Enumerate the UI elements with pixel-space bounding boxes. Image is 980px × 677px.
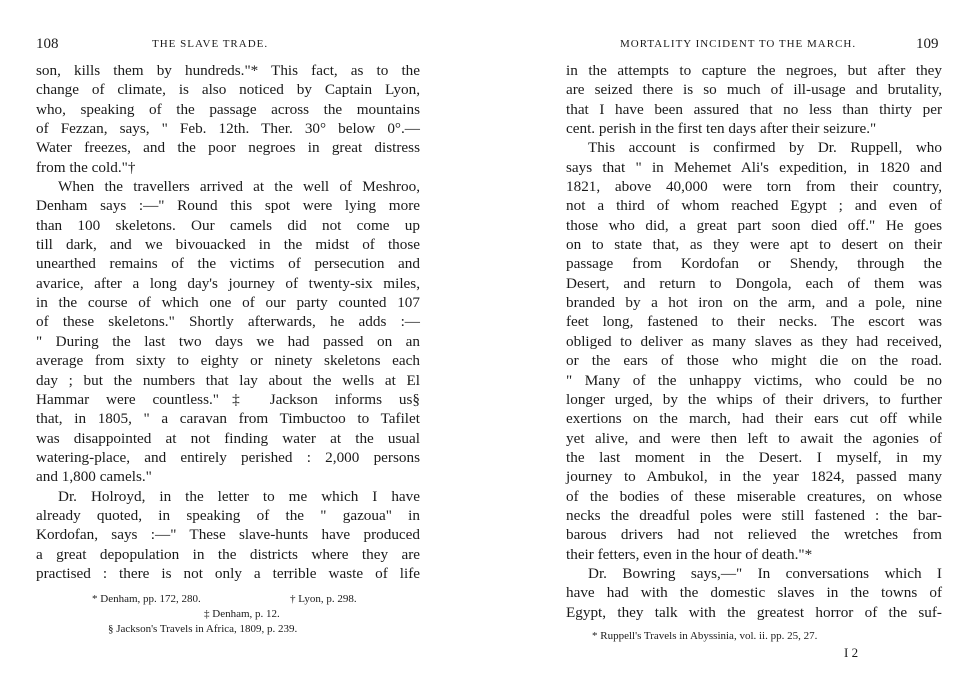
text-line: Water freezes, and the poor negroes in great distress [36,139,420,157]
text-line: are seized there is so much of ill-usage and brutality, [566,81,942,99]
text-line: Kordofan, says :—" These slave-hunts have produced [36,526,420,544]
text-line: Dr. Bowring says,—" In conversations which I [588,564,942,582]
text-line: and 1,800 camels." [36,468,152,486]
text-line: Denham says :—" Round this spot were lying more [36,197,420,215]
left-running-head: THE SLAVE TRADE. [152,38,269,50]
text-line: change of climate, is also noticed by Captain Lyon, [36,81,420,99]
text-line: barous drivers had not relieved the wretches from [566,526,942,544]
text-line: have had with the domestic slaves in the towns of [566,584,942,602]
left-page [0,0,470,677]
text-line: feet long, fastened to their necks. The escort was [566,313,942,331]
text-line: cent. perish in the first ten days after their seizure." [566,120,877,138]
text-line: exertions on the march, had their ears cut off while [566,410,942,428]
footnote: † Lyon, p. 298. [290,593,357,605]
text-line: of Fezzan, says, " Feb. 12th. Ther. 30° below 0°.— [36,120,420,138]
right-page-number: 109 [916,36,939,52]
text-line: unearthed remains of the victims of persecution and [36,255,420,273]
text-line: " Many of the unhappy victims, who could be no [566,371,942,389]
footnote: * Denham, pp. 172, 280. [92,593,201,605]
text-line: that, in 1805, " a caravan from Timbuctoo to Tafilet [36,410,420,428]
right-body-text [566,61,942,622]
text-line: says that " in Mehemet Ali's expedition, in 1820 and [566,158,942,176]
text-line: son, kills them by hundreds."* This fact, as to the [36,62,420,79]
footnote: * Ruppell's Travels in Abyssinia, vol. ii. pp. 25, 27. [592,630,818,642]
text-line: " During the last two days we had passed on an [36,332,420,350]
text-line: those who did, a great part soon died off." He goes [566,216,942,234]
text-line: from the cold."† [36,158,136,176]
text-line: Hammar were countless."‡ Jackson informs us§ [36,390,420,408]
text-line: When the travellers arrived at the well of Meshroo, [58,178,420,196]
text-line: branded by a hot iron on the arm, and a pole, nine [566,294,942,312]
text-line: Desert, and return to Dongola, each of them was [566,274,942,292]
text-line: who, speaking of the passage across the mountains [36,100,420,118]
text-line: average from sixty to eighty or ninety skeletons each [36,352,420,370]
text-line: in the attempts to capture the negroes, but after they [566,62,942,79]
text-line: Dr. Holroyd, in the letter to me which I have [58,487,420,505]
text-line: that I have been assured that no less than thirty per [566,100,942,118]
text-line: till dark, and we bivouacked in the midst of those [36,236,420,254]
text-line: not a third of whom reached Egypt ; and even of [566,197,942,215]
text-line: journey to Ambukol, in the year 1824, passed many [566,468,942,486]
text-line: of the bodies of these miserable creatures, on whose [566,487,942,505]
text-line: Egypt, they talk with the greatest horror of the suf- [566,603,942,621]
left-page-number: 108 [36,36,59,52]
text-line: day ; but the numbers that lay about the wells at El [36,371,420,389]
signature-mark: I 2 [844,645,859,660]
left-body-text [36,61,420,583]
text-line: was disappointed at not finding water at the usual [36,429,420,447]
text-line: avarice, after a long day's journey of twenty-six miles, [36,274,420,292]
text-line: already quoted, in speaking of the " gazoua" in [36,506,420,524]
text-line: necks the dreadful poles were still fastened : the bar- [566,506,942,524]
text-line: in the course of which one of our party counted 107 [36,294,420,312]
text-line: watering-place, and entirely perished : 2,000 persons [36,448,420,466]
text-line: passage from Kordofan or Shendy, through the [566,255,942,273]
footnote: § Jackson's Travels in Africa, 1809, p. 239. [108,623,298,635]
text-line: obliged to deliver as many slaves as they had received, [566,332,942,350]
text-line: 1821, above 40,000 were torn from their country, [566,178,942,196]
text-line: on to state that, as they were apt to desert on their [566,236,942,254]
right-running-head: MORTALITY INCIDENT TO THE MARCH. [620,38,857,50]
text-line: a great depopulation in the districts where they are [36,545,420,563]
text-line: than 100 skeletons. Our camels did not come up [36,216,420,234]
right-page [470,0,980,677]
text-line: or the ears of those who might die on the road. [566,352,942,370]
text-line: This account is confirmed by Dr. Ruppell, who [588,139,942,157]
text-line: practised : there is not only a terrible waste of life [36,564,420,582]
text-line: yet alive, and were then left to await the agonies of [566,429,942,447]
text-line: of these skeletons." Shortly afterwards, he adds :— [36,313,420,331]
text-line: the last moment in the Desert. I myself, in my [566,448,942,466]
footnote: ‡ Denham, p. 12. [204,608,280,620]
text-line: their fetters, even in the hour of death."* [566,545,813,563]
text-line: longer urged, by the whips of their drivers, to further [566,390,942,408]
